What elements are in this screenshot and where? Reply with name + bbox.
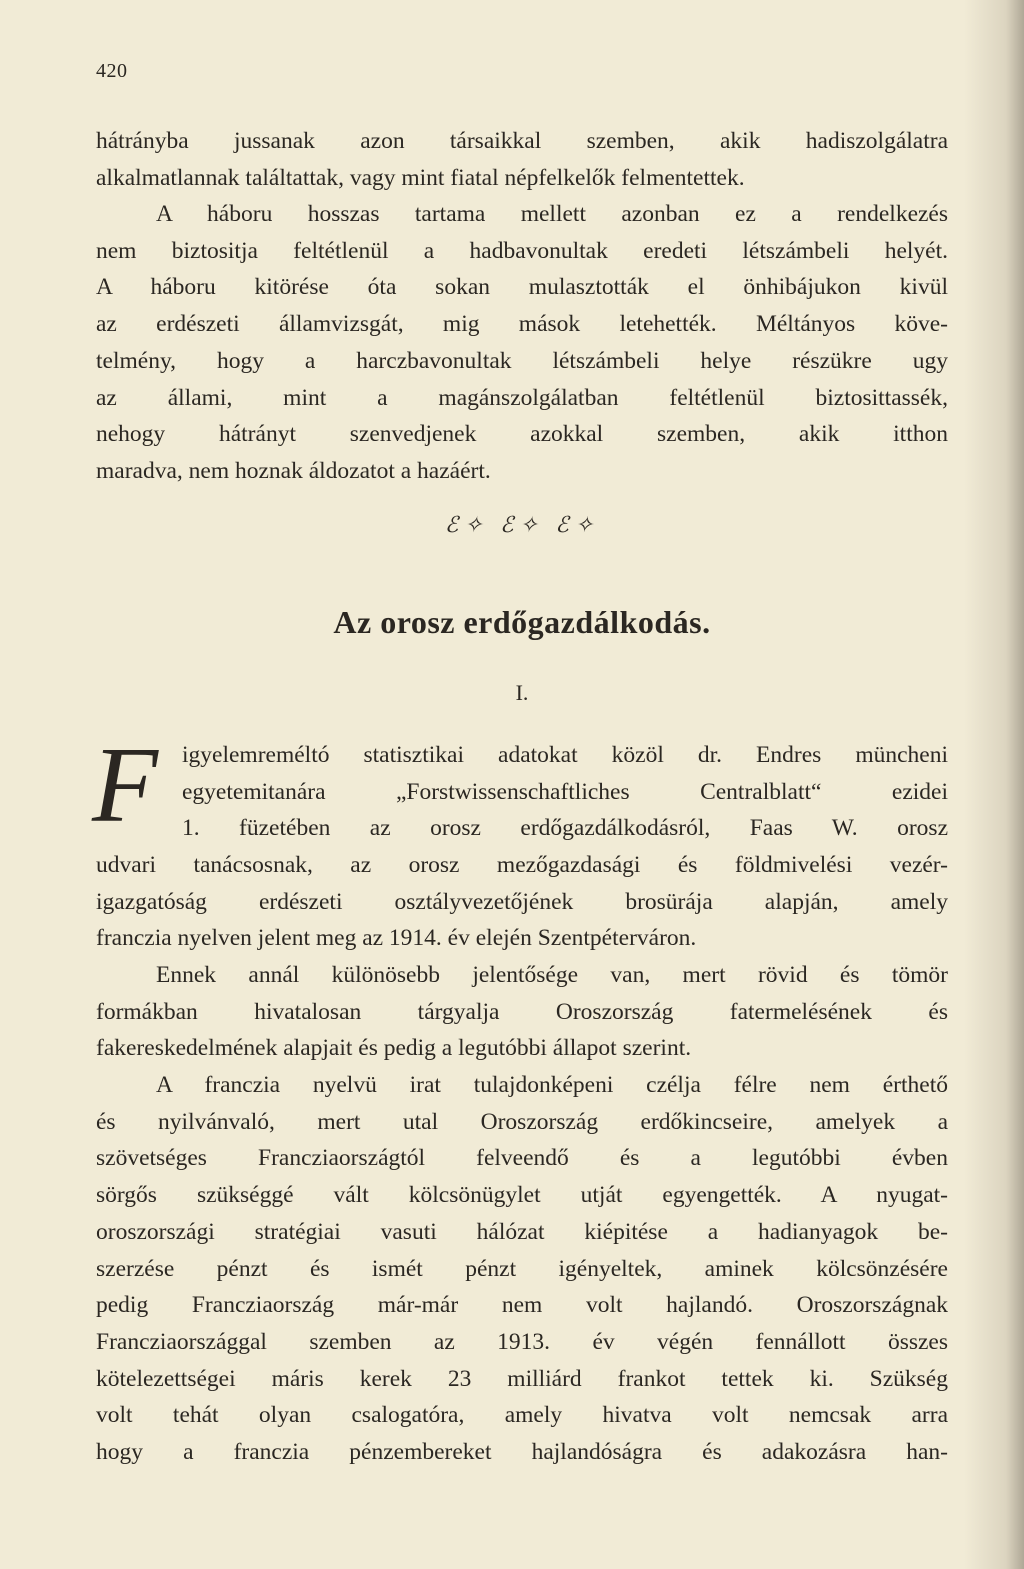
article-title: Az orosz erdőgazdálkodás. — [333, 604, 711, 640]
paragraph-text — [96, 1067, 948, 1471]
text-line: nem biztositja feltétlenül a hadbavonultak eredeti létszámbeli helyét. — [96, 237, 948, 264]
paragraph-2 — [96, 196, 948, 490]
article-paragraph-3 — [96, 1067, 948, 1471]
text-line: franczia nyelven jelent meg az 1914. év elején Szentpéterváron. — [96, 925, 697, 952]
text-line: A háboru kitörése óta sokan mulasztották el önhibájukon kivül — [96, 274, 948, 301]
article-paragraph-2 — [96, 957, 948, 1067]
article-paragraph-1 — [96, 847, 948, 957]
paragraph-text — [96, 847, 948, 957]
text-line: nehogy hátrányt szenvedjenek azokkal szemben, akik itthon — [96, 421, 948, 448]
text-line: az erdészeti államvizsgát, mig mások letehették. Méltányos köve- — [96, 311, 948, 338]
text-line: udvari tanácsosnak, az orosz mezőgazdasági és földmivelési vezér- — [96, 852, 948, 878]
text-line: az állami, mint a magánszolgálatban feltétlenül biztosittassék, — [96, 384, 948, 411]
paragraph-text — [96, 123, 948, 196]
section-number: I. — [515, 680, 529, 705]
paragraph-text — [182, 737, 948, 847]
text-line: kötelezettségei máris kerek 23 milliárd frankot tettek ki. Szükség — [96, 1365, 948, 1392]
text-line: hogy a franczia pénzembereket hajlandóságra és adakozásra han- — [96, 1439, 948, 1466]
section-ornament: ℰ✧ ℰ✧ ℰ✧ — [444, 512, 600, 537]
text-line: 1. füzetében az orosz erdőgazdálkodásról, Faas W. orosz — [182, 815, 948, 842]
text-line: Francziaországgal szemben az 1913. év végén fennállott összes — [96, 1328, 948, 1355]
text-line: és nyilvánvaló, mert utal Oroszország erdőkincseire, amelyek a — [96, 1108, 948, 1135]
text-line: pedig Francziaország már-már nem volt hajlandó. Oroszországnak — [96, 1292, 948, 1319]
intro-paragraph — [96, 123, 948, 196]
text-line: fakereskedelmének alapjait és pedig a legutóbbi állapot szerint. — [96, 1035, 692, 1062]
text-line: szövetséges Francziaországtól felveendő és a legutóbbi évben — [96, 1145, 948, 1172]
paragraph-text — [96, 196, 948, 490]
text-line: maradva, nem hoznak áldozatot a hazáért. — [96, 457, 491, 484]
paragraph-text — [96, 957, 948, 1067]
page-edge-shadow — [964, 0, 1024, 1569]
text-line: oroszországi stratégiai vasuti hálózat kiépitése a hadianyagok be- — [96, 1218, 948, 1245]
text-line: alkalmatlannak találtattak, vagy mint fiatal népfelkelők felmentettek. — [96, 164, 745, 191]
text-line: A franczia nyelvü irat tulajdonképeni czélja félre nem érthető — [156, 1072, 948, 1098]
dropcap-letter: F — [92, 726, 158, 845]
text-line: formákban hivatalosan tárgyalja Oroszország fatermelésének és — [96, 998, 948, 1025]
text-line: volt tehát olyan csalogatóra, amely hivatva volt nemcsak arra — [96, 1402, 948, 1429]
dropcap-lines — [182, 737, 948, 847]
text-line: szerzése pénzt és ismét pénzt igényeltek, aminek kölcsönzésére — [96, 1255, 948, 1282]
text-line: sörgős szükséggé vált kölcsönügylet utját egyengették. A nyugat- — [96, 1182, 948, 1209]
text-line: hátrányba jussanak azon társaikkal szemben, akik hadiszolgálatra — [96, 128, 948, 154]
text-line: A háboru hosszas tartama mellett azonban ez a rendelkezés — [156, 201, 948, 227]
text-line: Ennek annál különösebb jelentősége van, mert rövid és tömör — [156, 962, 948, 988]
text-line: telmény, hogy a harczbavonultak létszámbeli helye részükre ugy — [96, 347, 948, 374]
text-line: egyetemitanára „Forstwissenschaftliches Centralblatt“ ezidei — [182, 778, 948, 805]
page-number: 420 — [96, 60, 128, 82]
text-line: igazgatóság erdészeti osztályvezetőjének brosürája alapján, amely — [96, 888, 948, 915]
text-line: igyelemreméltó statisztikai adatokat közöl dr. Endres müncheni — [182, 742, 948, 768]
